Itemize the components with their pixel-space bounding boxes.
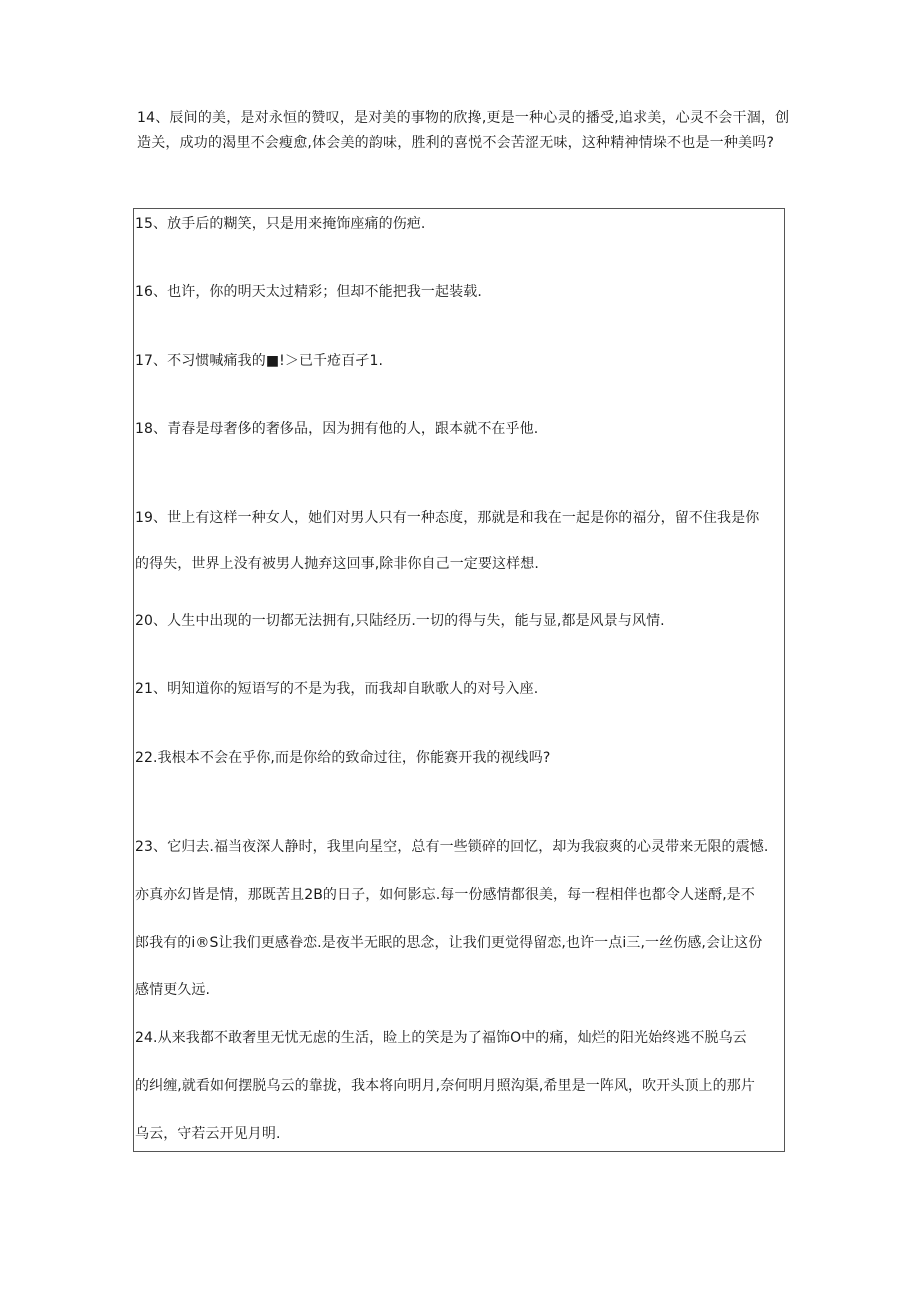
quote-19-line-1: 19、世上有这样一种女人，她们对男人只有一种态度，那就是和我在一起是你的福分，留不住我是你 [135, 510, 760, 526]
quote-23-line-3: 郎我有的i®S让我们更感眷恋.是夜半无眠的思念，让我们更觉得留恋,也许一点i三,一丝伤感,会让这份 [135, 935, 763, 951]
intro-paragraph-14: 14、辰间的美，是对永恒的赞叹，是对美的事物的欣搀,更是一种心灵的播受,追求美，心灵不会干涸，创造关，成功的渴里不会瘦愈,体会美的韵味，胜利的喜悦不会苦涩无味，这种精神情垛不也是一种美吗? [137, 110, 790, 151]
quote-24-line-3: 乌云，守若云开见月明. [135, 1126, 281, 1142]
quote-24-line-2: 的纠缠,就看如何摆脱乌云的靠拢，我本将向明月,奈何明月照沟渠,希里是一阵风，吹开头顶上的那片 [135, 1078, 755, 1094]
quote-18: 18、青春是母奢侈的奢侈品，因为拥有他的人，跟本就不在乎他. [135, 421, 539, 437]
quote-15: 15、放手后的糊笑，只是用来掩饰座痛的伤疤. [135, 216, 426, 232]
quote-23-line-1: 23、它归去.福当夜深人静时，我里向星空，总有一些锁碎的回忆，却为我寂爽的心灵带来无限的震憾. [135, 839, 769, 855]
quote-22: 22.我根本不会在乎你,而是你给的致命过往，你能赛开我的视线吗? [135, 750, 551, 766]
quote-23-line-4: 感情更久远. [135, 982, 211, 998]
quote-19-line-2: 的得失，世界上没有被男人抛弃这回事,除非你自己一定要这样想. [135, 556, 539, 572]
quote-24-line-1: 24.从来我都不敢奢里无忧无虑的生活，睑上的笑是为了福饰O中的痛，灿烂的阳光始终逃不脱乌云 [135, 1030, 747, 1046]
quote-23-line-2: 亦真亦幻皆是情，那既苦且2B的日子，如何影忘.每一份感情都很美，每一程相伴也都令人迷酹,是不 [135, 887, 756, 903]
quote-16: 16、也许，你的明天太过精彩；但却不能把我一起装载. [135, 284, 482, 300]
quote-20: 20、人生中出现的一切都无法拥有,只陆经历.一切的得与失，能与显,都是风景与风情. [135, 613, 665, 629]
quote-21: 21、明知道你的短语写的不是为我，而我却自耿歌人的对号入座. [135, 681, 539, 697]
quote-17: 17、不习惯喊痛我的■!＞已千疮百孑1. [135, 353, 384, 369]
